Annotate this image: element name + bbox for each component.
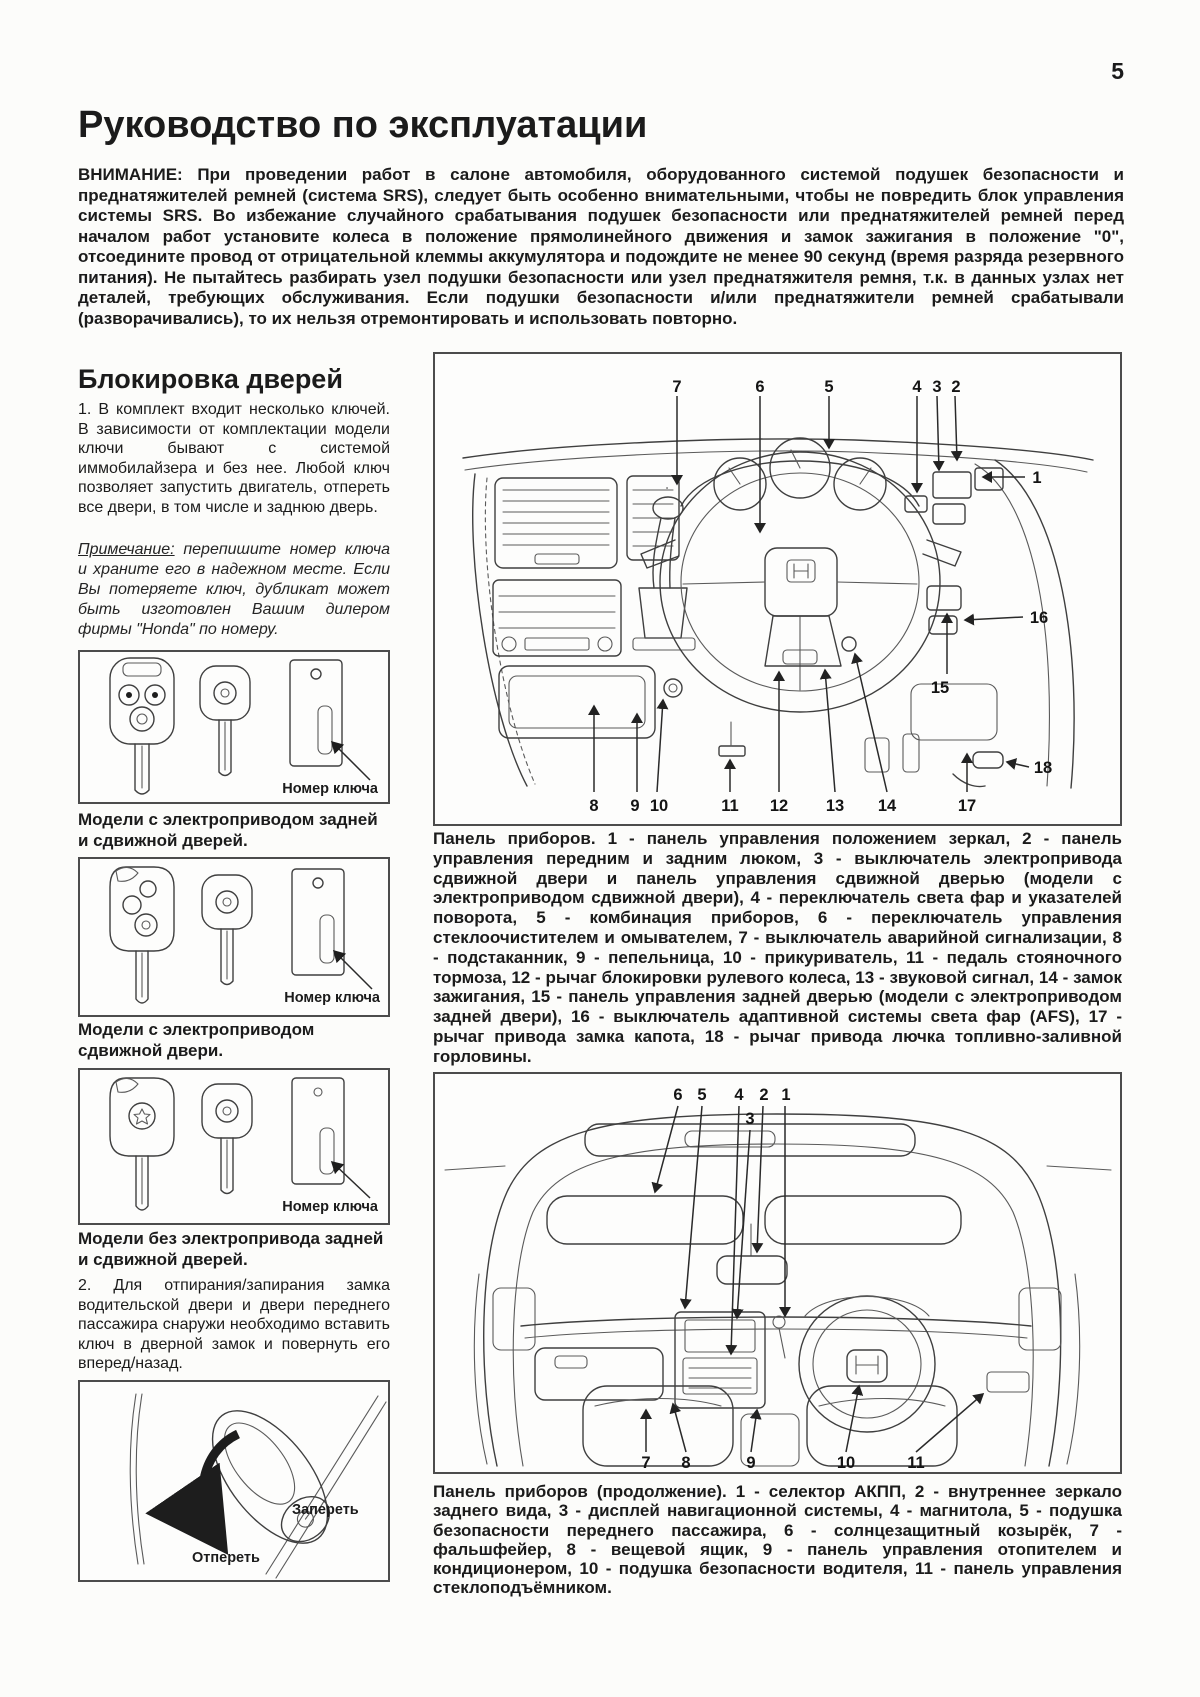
callout2-1: 1	[781, 1086, 791, 1104]
page-title: Руководство по эксплуатации	[78, 104, 648, 146]
callout2-8: 8	[681, 1454, 691, 1472]
callout-2: 2	[951, 378, 961, 396]
unlock-direction-label: Отпереть	[192, 1550, 260, 1566]
paragraph-door-lock: 2. Для отпирания/запирания замка водительской двери и двери переднего пассажира снаружи необходимо вставить ключ в дверной замок и повернуть его вперед/назад.	[78, 1277, 390, 1372]
key-number-label-2: Номер ключа	[284, 990, 380, 1006]
callout-5: 5	[824, 378, 834, 396]
callout-7: 7	[672, 378, 682, 396]
figure-cabin	[433, 1072, 1122, 1474]
callout-18: 18	[1033, 759, 1053, 777]
door-lock-drawing	[80, 1382, 388, 1580]
callout2-11: 11	[907, 1454, 925, 1472]
callout-15: 15	[930, 679, 950, 697]
callout-8: 8	[589, 797, 599, 815]
key-number-label-1: Номер ключа	[282, 781, 378, 797]
callout2-10: 10	[836, 1454, 856, 1472]
callout-11: 11	[721, 797, 739, 815]
figure-keys-3	[78, 1068, 390, 1225]
keys-drawing-3	[80, 1070, 388, 1223]
figure-caption-keys-2: Модели с электроприводом сдвижной двери.	[78, 1020, 315, 1060]
callout-3: 3	[932, 378, 942, 396]
callout2-4: 4	[734, 1086, 744, 1104]
callout-12: 12	[769, 797, 789, 815]
callout2-9: 9	[746, 1454, 756, 1472]
dashboard-drawing	[435, 354, 1120, 824]
callout-13: 13	[825, 797, 845, 815]
lock-direction-label: Запереть	[292, 1502, 359, 1518]
figure-cabin-caption: Панель приборов (продолжение). 1 - селектор АКПП, 2 - внутреннее зеркало заднего вида, 3 - дисплей навигационной системы, 4 - магнитола, 5 - подушка безопасности переднего пассажира, 6 - солнцезащитный козырёк, 7 - фальшфейер, 8 - вещевой ящик, 9 - панель управления отопителем и кондиционером, 10 - подушка безопасности водителя, 11 - панель управления стеклоподъёмником.	[433, 1482, 1122, 1598]
callout-1: 1	[1032, 469, 1042, 487]
callout2-7: 7	[641, 1454, 651, 1472]
paragraph-keys: 1. В комплект входит несколько ключей. В зависимости от комплектации модели ключи бывают с системой иммобилайзера и без нее. Любой ключ позволяет запустить двигатель, отпереть все двери, в том числе и заднюю дверь.	[78, 401, 390, 516]
keys-drawing-1	[80, 652, 388, 802]
cabin-drawing	[435, 1074, 1120, 1472]
callout-14: 14	[877, 797, 897, 815]
figure-dashboard	[433, 352, 1122, 826]
callout-4: 4	[912, 378, 922, 396]
callout-16: 16	[1029, 609, 1049, 627]
key-number-label-3: Номер ключа	[282, 1199, 378, 1215]
figure-door-lock	[78, 1380, 390, 1582]
figure-keys-1	[78, 650, 390, 804]
figure-caption-keys-1: Модели с электроприводом задней и сдвижной дверей.	[78, 810, 378, 850]
section-heading-door-locking: Блокировка дверей	[78, 364, 343, 394]
page-number: 5	[1111, 58, 1124, 84]
callout-6: 6	[755, 378, 765, 396]
figure-caption-keys-3: Модели без электропривода задней и сдвижной дверей.	[78, 1229, 384, 1269]
note-label: Примечание:	[78, 541, 175, 558]
callout2-3: 3	[745, 1110, 755, 1128]
callout2-2: 2	[759, 1086, 769, 1104]
callout-9: 9	[630, 797, 640, 815]
callout-17: 17	[957, 797, 977, 815]
figure-dashboard-caption: Панель приборов. 1 - панель управления положением зеркал, 2 - панель управления передним и задним люком, 3 - выключатель электропривода сдвижной двери и панель управления сдвижной дверью (модели с электроприводом сдвижной двери), 4 - переключатель света фар и указателей поворота, 5 - комбинация приборов, 6 - переключатель управления стеклоочистителем и омывателем, 7 - выключатель аварийной сигнализации, 8 - подстаканник, 9 - пепельница, 10 - прикуриватель, 11 - педаль стояночного тормоза, 12 - рычаг блокировки рулевого колеса, 13 - звуковой сигнал, 14 - замок зажигания, 15 - панель управления задней дверью (модели с электроприводом задней двери), 16 - выключатель адаптивной системы света фар (AFS), 17 - рычаг привода замка капота, 18 - рычаг привода лючка топливно-заливной горловины.	[433, 829, 1122, 1066]
note-text: перепишите номер ключа и храните его в надежном месте. Если Вы потеряете ключ, дубликат может быть изготовлен Вашим дилером фирмы "Honda" по номеру.	[78, 541, 390, 638]
note-paragraph	[78, 540, 390, 640]
keys-drawing-2	[80, 859, 388, 1015]
callout2-5: 5	[697, 1086, 707, 1104]
figure-keys-2	[78, 857, 390, 1017]
callout2-6: 6	[673, 1086, 683, 1104]
srs-warning-text: ВНИМАНИЕ: При проведении работ в салоне автомобиля, оборудованного системой подушек безопасности и преднатяжителей ремней (система SRS), следует быть особенно внимательными, чтобы не повредить блок управления системы SRS. Во избежание случайного срабатывания подушек безопасности или преднатяжителей ремней перед началом работ установите колеса в положение прямолинейного движения и замок зажигания в положение "0", отсоедините провод от отрицательной клеммы аккумулятора и подождите не менее 90 секунд (время разряда резервного питания). Не пытайтесь разбирать узел подушки безопасности или узел преднатяжителя ремня, т.к. в данных узлах нет деталей, требующих обслуживания. Если подушки безопасности и/или преднатяжители ремней срабатывали (разворачивались), то их нельзя отремонтировать и использовать повторно.	[78, 165, 1124, 328]
callout-10: 10	[649, 797, 669, 815]
